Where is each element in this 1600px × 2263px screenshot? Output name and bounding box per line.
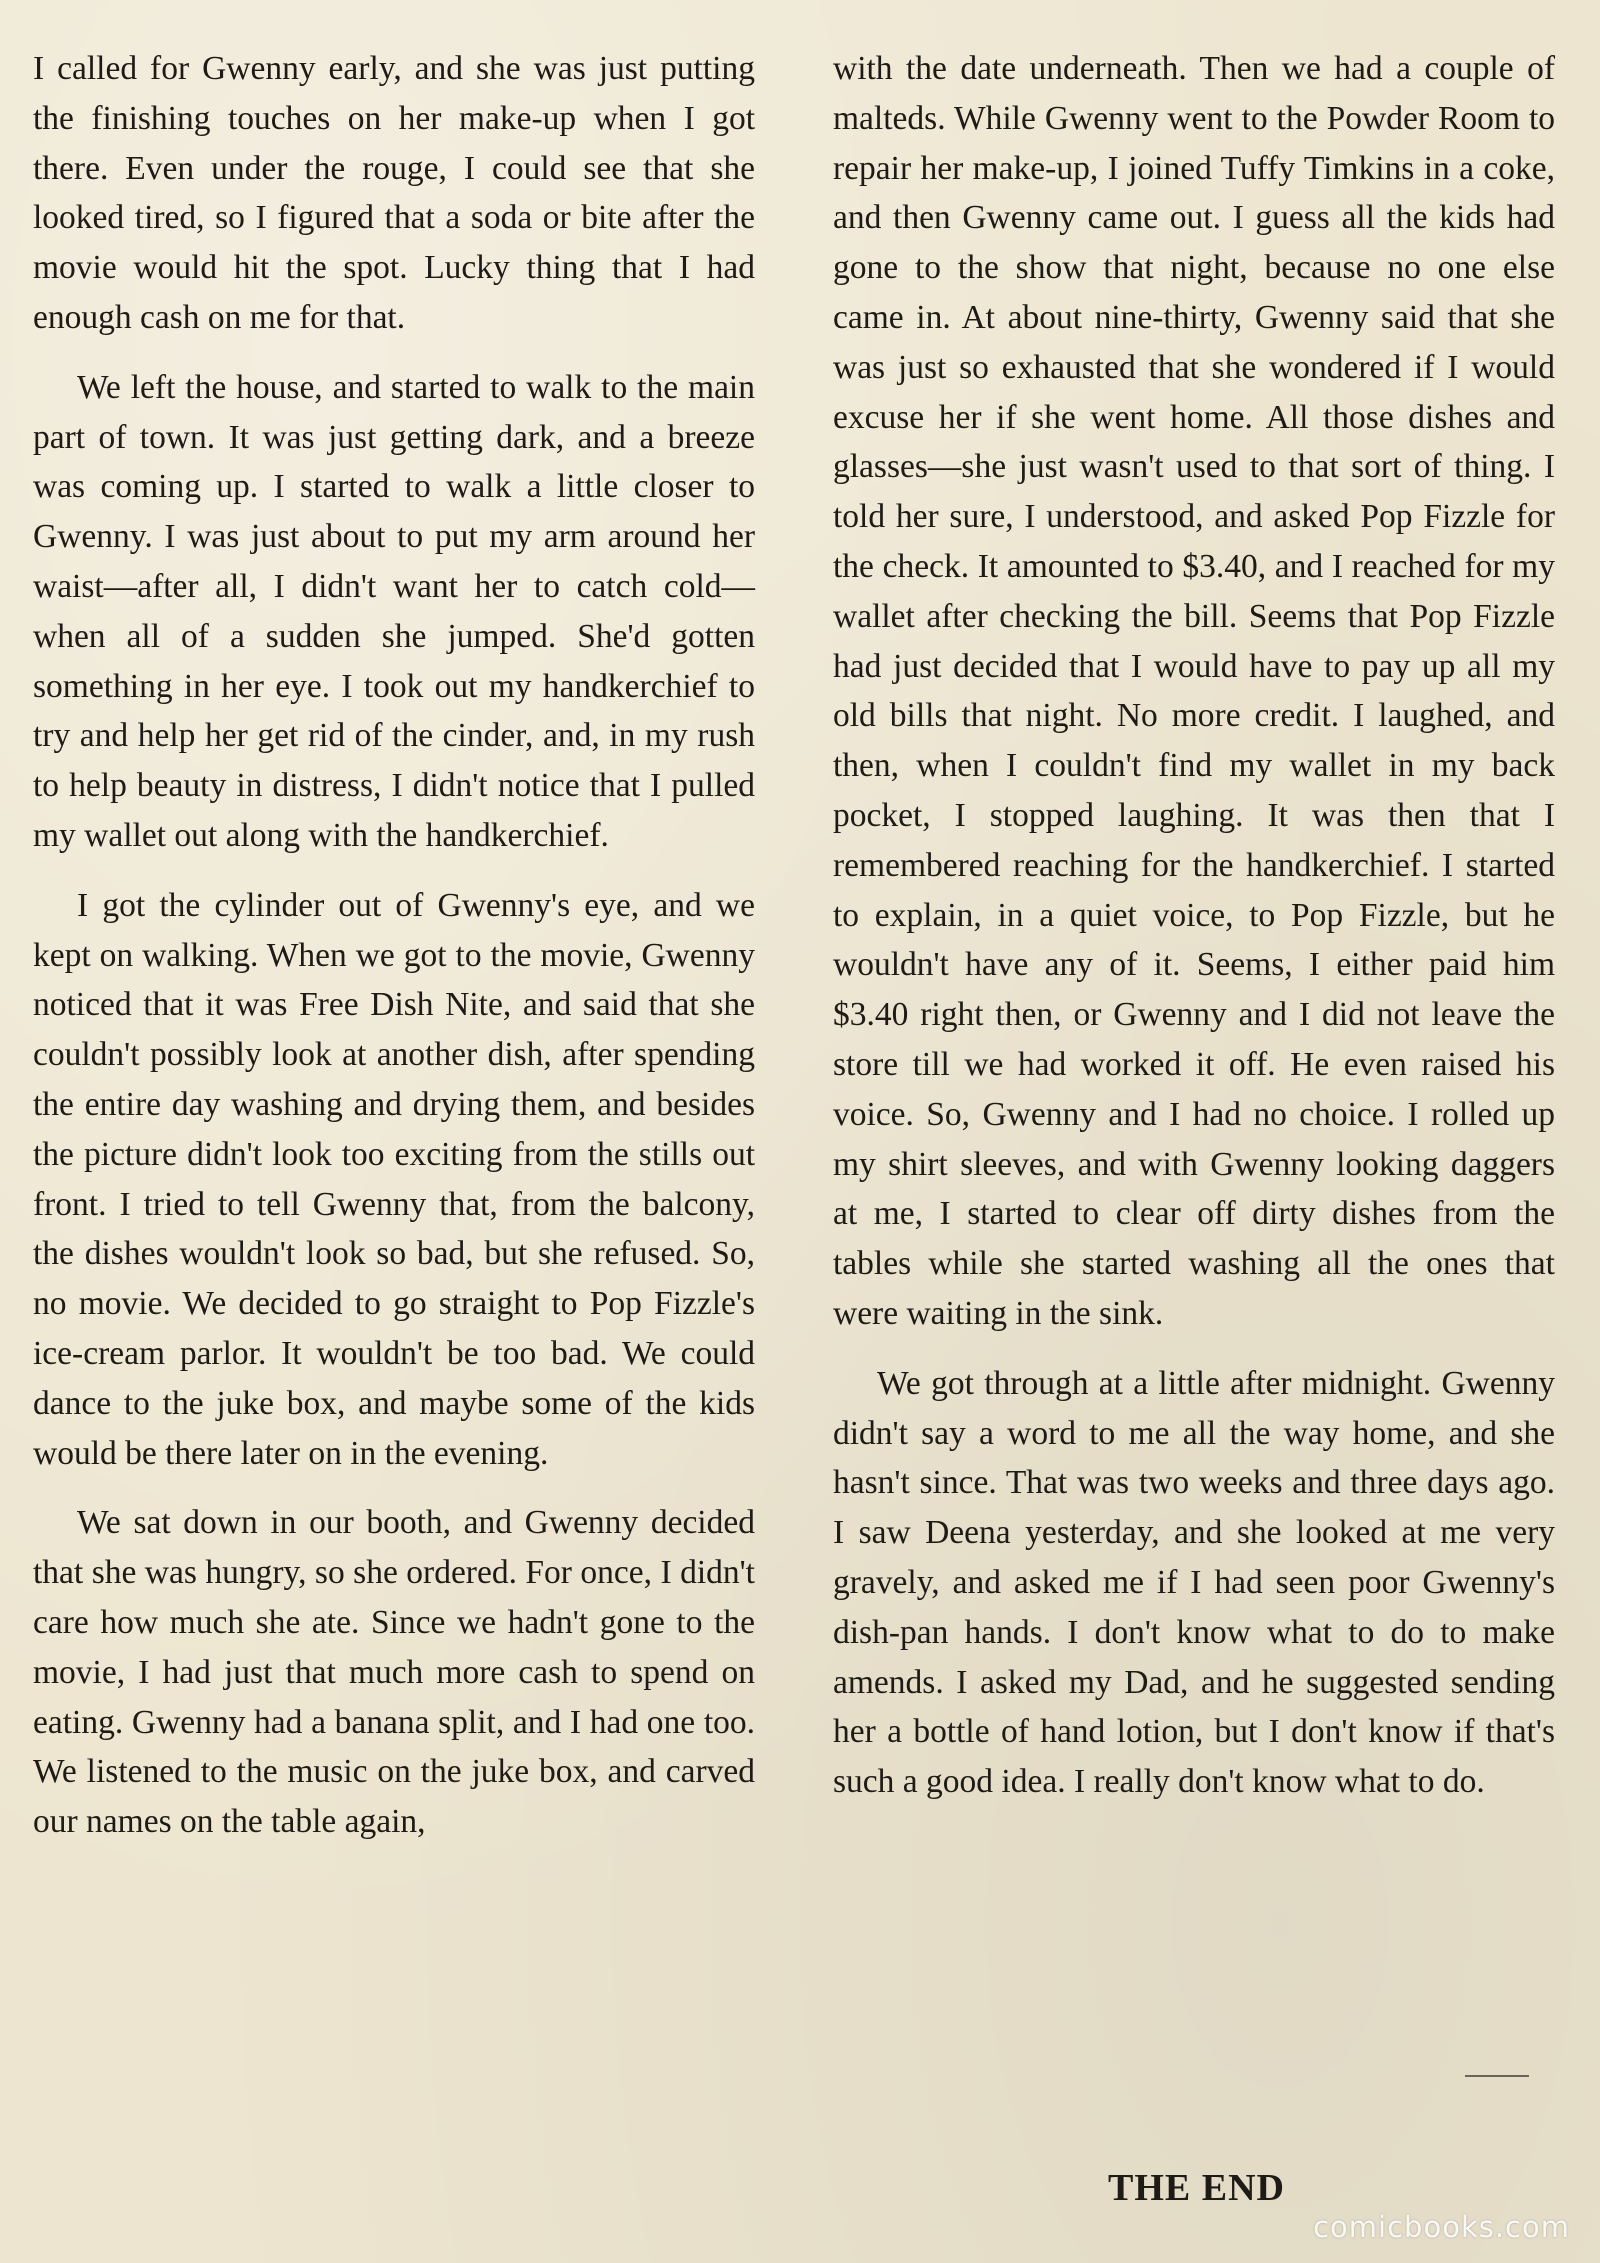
paragraph: We left the house, and started to walk to the main part of town. It was just getting dark, and a breeze was coming up. I started to walk a little closer to Gwenny. I was just about to put my arm around her waist—after all, I didn't want her to catch cold—when all of a sudden she jumped. She'd gotten something in her eye. I took out my handkerchief to try and help her get rid of the cinder, and, in my rush to help beauty in distress, I didn't notice that I pulled my wallet out along with the handkerchief. bbox=[33, 368, 755, 854]
paragraph: We got through at a little after midnight. Gwenny didn't say a word to me all the way home, and she hasn't since. That was two weeks and three days ago. I saw Deena yesterday, and she looked at me very gravely, and asked me if I had seen poor Gwenny's dish-pan hands. I don't know what to do to make amends. I asked my Dad, and he suggested sending her a bottle of hand lotion, but I don't know if that's such a good idea. I really don't know what to do. bbox=[833, 1364, 1555, 1801]
the-end-label: THE END bbox=[1108, 2167, 1285, 2209]
paragraph: I called for Gwenny early, and she was just putting the finishing touches on her make-up when I got there. Even under the rouge, I could see that she looked tired, so I figured that a soda or bite after the movie would hit the spot. Lucky thing that I had enough cash on me for that. bbox=[33, 50, 755, 336]
paragraph: We sat down in our booth, and Gwenny decided that she was hungry, so she ordered. For once, I didn't care how much she ate. Since we hadn't gone to the movie, I had just that much more cash to spend on eating. Gwenny had a banana split, and I had one too. We listened to the music on the juke box, and carved our names on the table again, bbox=[33, 1504, 755, 1841]
left-text-column bbox=[33, 44, 755, 1867]
paragraph: I got the cylinder out of Gwenny's eye, and we kept on walking. When we got to the movie, Gwenny noticed that it was Free Dish Nite, and said that she couldn't possibly look at another dish, after spending the entire day washing and drying them, and besides the picture didn't look too exciting from the stills out front. I tried to tell Gwenny that, from the balcony, the dishes wouldn't look so bad, but she refused. So, no movie. We decided to go straight to Pop Fizzle's ice-cream parlor. It wouldn't be too bad. We could dance to the juke box, and maybe some of the kids would be there later on in the evening. bbox=[33, 886, 755, 1472]
paragraph: with the date underneath. Then we had a couple of malteds. While Gwenny went to the Powder Room to repair her make-up, I joined Tuffy Timkins in a coke, and then Gwenny came out. I guess all the kids had gone to the show that night, because no one else came in. At about nine-thirty, Gwenny said that she was just so exhausted that she wondered if I would excuse her if she went home. All those dishes and glasses—she just wasn't used to that sort of thing. I told her sure, I understood, and asked Pop Fizzle for the check. It amounted to $3.40, and I reached for my wallet after checking the bill. Seems that Pop Fizzle had just decided that I would have to pay up all my old bills that night. No more credit. I laughed, and then, when I couldn't find my wallet in my back pocket, I stopped laughing. It was then that I remembered reaching for the handkerchief. I started to explain, in a quiet voice, to Pop Fizzle, but he wouldn't have any of it. Seems, I either paid him $3.40 right then, or Gwenny and I did not leave the store till we had worked it off. He even raised his voice. So, Gwenny and I had no choice. I rolled up my shirt sleeves, and with Gwenny looking daggers at me, I started to clear off dirty dishes from the tables while she started washing all the ones that were waiting in the sink. bbox=[833, 50, 1555, 1332]
end-divider-line bbox=[1465, 2075, 1529, 2077]
right-text-column bbox=[833, 44, 1555, 1827]
site-watermark: comicbooks.com bbox=[1313, 2210, 1570, 2244]
